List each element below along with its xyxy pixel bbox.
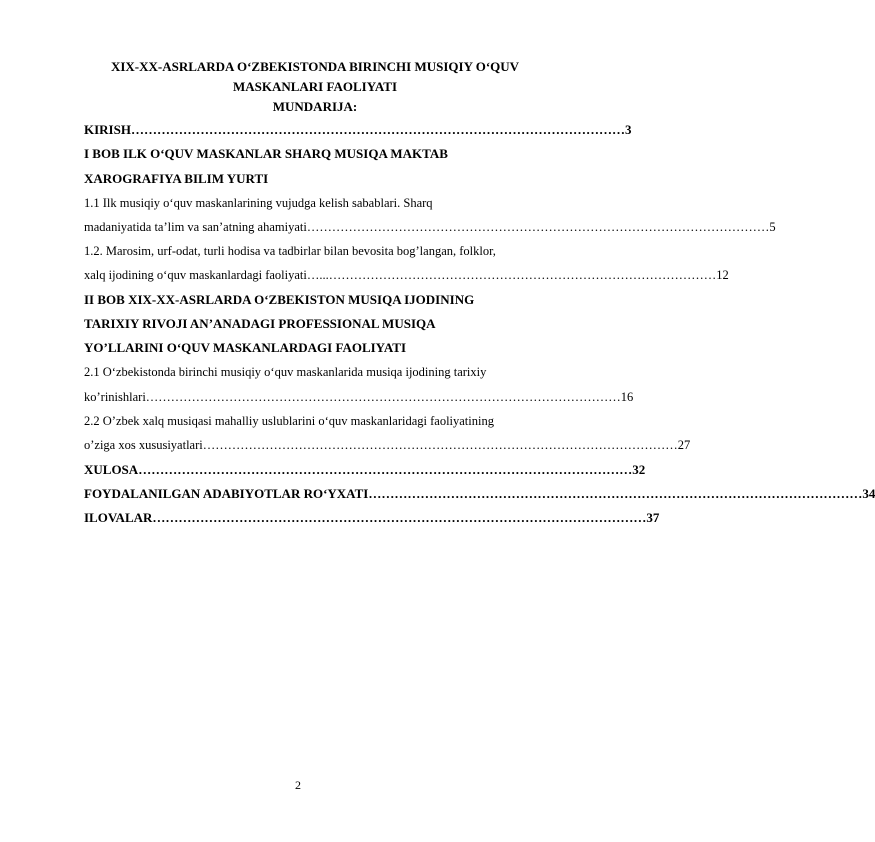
toc-label: madaniyatida ta’lim va san’atning ahamiyati	[84, 220, 307, 234]
toc-leader: …...…………………………………………………………………………………	[306, 268, 717, 282]
toc-leader: ……………………………………………………………………………………………………	[138, 462, 633, 477]
toc-leader: ……………………………………………………………………………………………………	[145, 390, 621, 404]
toc-label: FOYDALANILGAN ADABIYOTLAR RO‘YXATI	[84, 486, 369, 501]
toc-entry-kirish[interactable]	[84, 121, 632, 139]
toc-chapter-1-line-2[interactable]: XAROGRAFIYA BILIM YURTI	[84, 171, 269, 186]
toc-leader: ……………………………………………………………………………………………………	[202, 438, 678, 452]
toc-page: 5	[769, 220, 776, 234]
toc-label: KIRISH	[84, 122, 131, 137]
toc-page: 34	[862, 486, 875, 501]
toc-page: 3	[624, 122, 632, 137]
toc-page: 12	[716, 268, 729, 282]
toc-page: 37	[646, 510, 660, 525]
toc-entry-xulosa[interactable]	[84, 461, 646, 479]
toc-leader: …………………………………………………………………………………………………	[306, 220, 770, 234]
toc-chapter-2-line-2[interactable]: TARIXIY RIVOJI AN’ANADAGI PROFESSIONAL MUSIQA	[84, 316, 436, 331]
toc-label: ko’rinishlari	[84, 390, 146, 404]
toc-chapter-1-line-1[interactable]: I BOB ILK O‘QUV MASKANLAR SHARQ MUSIQA MAKTAB	[84, 146, 448, 161]
toc-chapter-2-line-3[interactable]: YO’LLARINI O‘QUV MASKANLARDAGI FAOLIYATI	[84, 340, 407, 355]
page-number: 2	[295, 778, 301, 792]
toc-entry-adabiyotlar[interactable]	[84, 485, 875, 503]
toc-section-2-1-line-1[interactable]: 2.1 O‘zbekistonda birinchi musiqiy o‘quv maskanlarida musiqa ijodining tarixiy	[84, 365, 487, 379]
toc-label: XULOSA	[84, 462, 139, 477]
document-title-line-2: MASKANLARI FAOLIYATI	[232, 79, 398, 94]
toc-section-1-1-line-2[interactable]	[84, 218, 776, 236]
toc-chapter-2-line-1[interactable]: II BOB XIX-XX-ASRLARDA O‘ZBEKISTON MUSIQA IJODINING	[84, 292, 475, 307]
document-title-line-1: XIX-XX-ASRLARDA O‘ZBEKISTONDA BIRINCHI MUSIQIY O‘QUV	[110, 59, 520, 74]
toc-section-1-2-line-1[interactable]: 1.2. Marosim, urf-odat, turli hodisa va tadbirlar bilan bevosita bog’langan, folklor,	[84, 244, 496, 258]
toc-leader: ……………………………………………………………………………………………………	[152, 510, 647, 525]
toc-label: o’ziga xos xususiyatlari	[84, 438, 203, 452]
toc-entry-ilovalar[interactable]	[84, 509, 660, 527]
toc-page: 32	[632, 462, 646, 477]
toc-section-1-2-line-2[interactable]	[84, 266, 729, 284]
toc-leader: ……………………………………………………………………………………………………	[130, 122, 625, 137]
toc-leader: ……………………………………………………………………………………………………	[368, 486, 863, 501]
toc-section-2-2-line-2[interactable]	[84, 436, 691, 454]
toc-section-1-1-line-1[interactable]: 1.1 Ilk musiqiy o‘quv maskanlarining vujudga kelish sabablari. Sharq	[84, 196, 433, 210]
toc-section-2-2-line-1[interactable]: 2.2 O’zbek xalq musiqasi mahalliy uslublarini o‘quv maskanlaridagi faoliyatining	[84, 414, 494, 428]
contents-heading: MUNDARIJA:	[272, 99, 358, 114]
toc-page: 16	[620, 390, 634, 404]
toc-label: xalq ijodining o‘quv maskanlardagi faoliyati	[84, 268, 307, 282]
toc-label: ILOVALAR	[84, 510, 153, 525]
toc-page: 27	[677, 438, 691, 452]
toc-section-2-1-line-2[interactable]	[84, 388, 634, 406]
